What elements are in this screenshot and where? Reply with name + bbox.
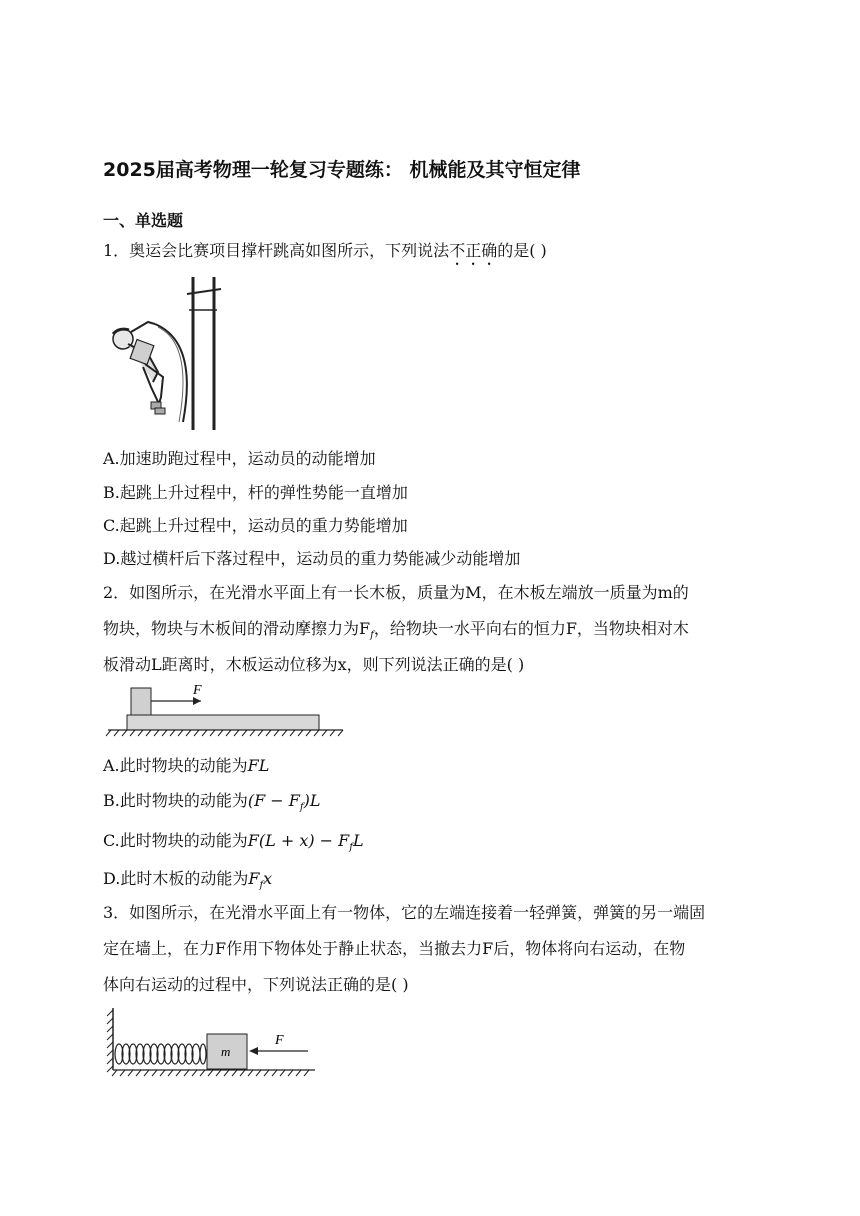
q2-option-c-text: C.此时物块的动能为	[103, 831, 248, 850]
q2-line2-text: 物块，物块与木板间的滑动摩擦力为F	[103, 619, 371, 638]
q2-stem-line3: 板滑动L距离时，木板运动位移为x，则下列说法正确的是( )	[103, 655, 525, 674]
q2-option-a-text: A.此时物块的动能为	[103, 756, 248, 775]
q2-option-a-expr: FL	[247, 756, 270, 775]
q2-option-b-expr: (F − F	[247, 791, 300, 810]
q3-stem-line1: 3．如图所示，在光滑水平面上有一物体，它的左端连接着一轻弹簧，弹簧的另一端固	[103, 903, 706, 922]
q2-option-d-tail: x	[263, 869, 273, 888]
q2-option-c	[103, 828, 364, 853]
q2-line2-rest: ，给物块一水平向右的恒力F，当物块相对木	[373, 619, 689, 638]
q2-option-b	[103, 788, 320, 813]
q2-option-a	[103, 753, 269, 776]
q2-option-b-tail: )L	[303, 791, 321, 810]
pole-vault-figure	[103, 272, 233, 432]
q2-option-b-text: B.此时物块的动能为	[103, 791, 248, 810]
spring-block-figure	[103, 1004, 323, 1080]
q2-stem-line1: 2．如图所示，在光滑水平面上有一长木板，质量为M，在木板左端放一质量为m的	[103, 583, 689, 602]
q2-line2-subscript: f	[370, 630, 374, 642]
page-title: 2025届高考物理一轮复习专题练： 机械能及其守恒定律	[103, 159, 581, 181]
q2-option-c-sub: f	[349, 842, 353, 854]
q1-option-d: D.越过横杆后下落过程中，运动员的重力势能减少动能增加	[103, 549, 521, 568]
q3-stem-line3: 体向右运动的过程中，下列说法正确的是( )	[103, 975, 409, 994]
q2-stem-line2	[103, 616, 689, 641]
q2-option-c-tail: L	[352, 831, 364, 850]
plank-block-figure	[103, 680, 353, 740]
q2-option-d-expr: F	[248, 869, 260, 888]
q1-suffix: 的是( )	[497, 241, 547, 260]
q2-option-c-expr: F(L + x) − F	[247, 831, 350, 850]
q2-option-d-text: D.此时木板的动能为	[103, 869, 249, 888]
question-1-stem	[103, 238, 547, 269]
q1-option-c: C.起跳上升过程中，运动员的重力势能增加	[103, 516, 408, 535]
q2-option-b-sub: f	[299, 802, 304, 814]
q1-prefix: 1．奥运会比赛项目撑杆跳高如图所示，下列说法	[103, 241, 450, 260]
q1-emphasis: 不正确	[449, 241, 498, 260]
q3-block-label: m	[221, 1044, 231, 1059]
q2-option-d-sub: f	[259, 880, 264, 892]
q2-figure-force-label: F	[193, 683, 202, 698]
q1-option-b: B.起跳上升过程中，杆的弹性势能一直增加	[103, 483, 408, 502]
q3-force-label: F	[275, 1033, 284, 1048]
q1-option-a: A.加速助跑过程中，运动员的动能增加	[103, 449, 376, 468]
section-heading: 一、单选题	[103, 211, 184, 230]
q3-stem-line2: 定在墙上，在力F作用下物体处于静止状态，当撤去力F后，物体将向右运动，在物	[103, 939, 686, 958]
q2-option-d	[103, 866, 272, 891]
